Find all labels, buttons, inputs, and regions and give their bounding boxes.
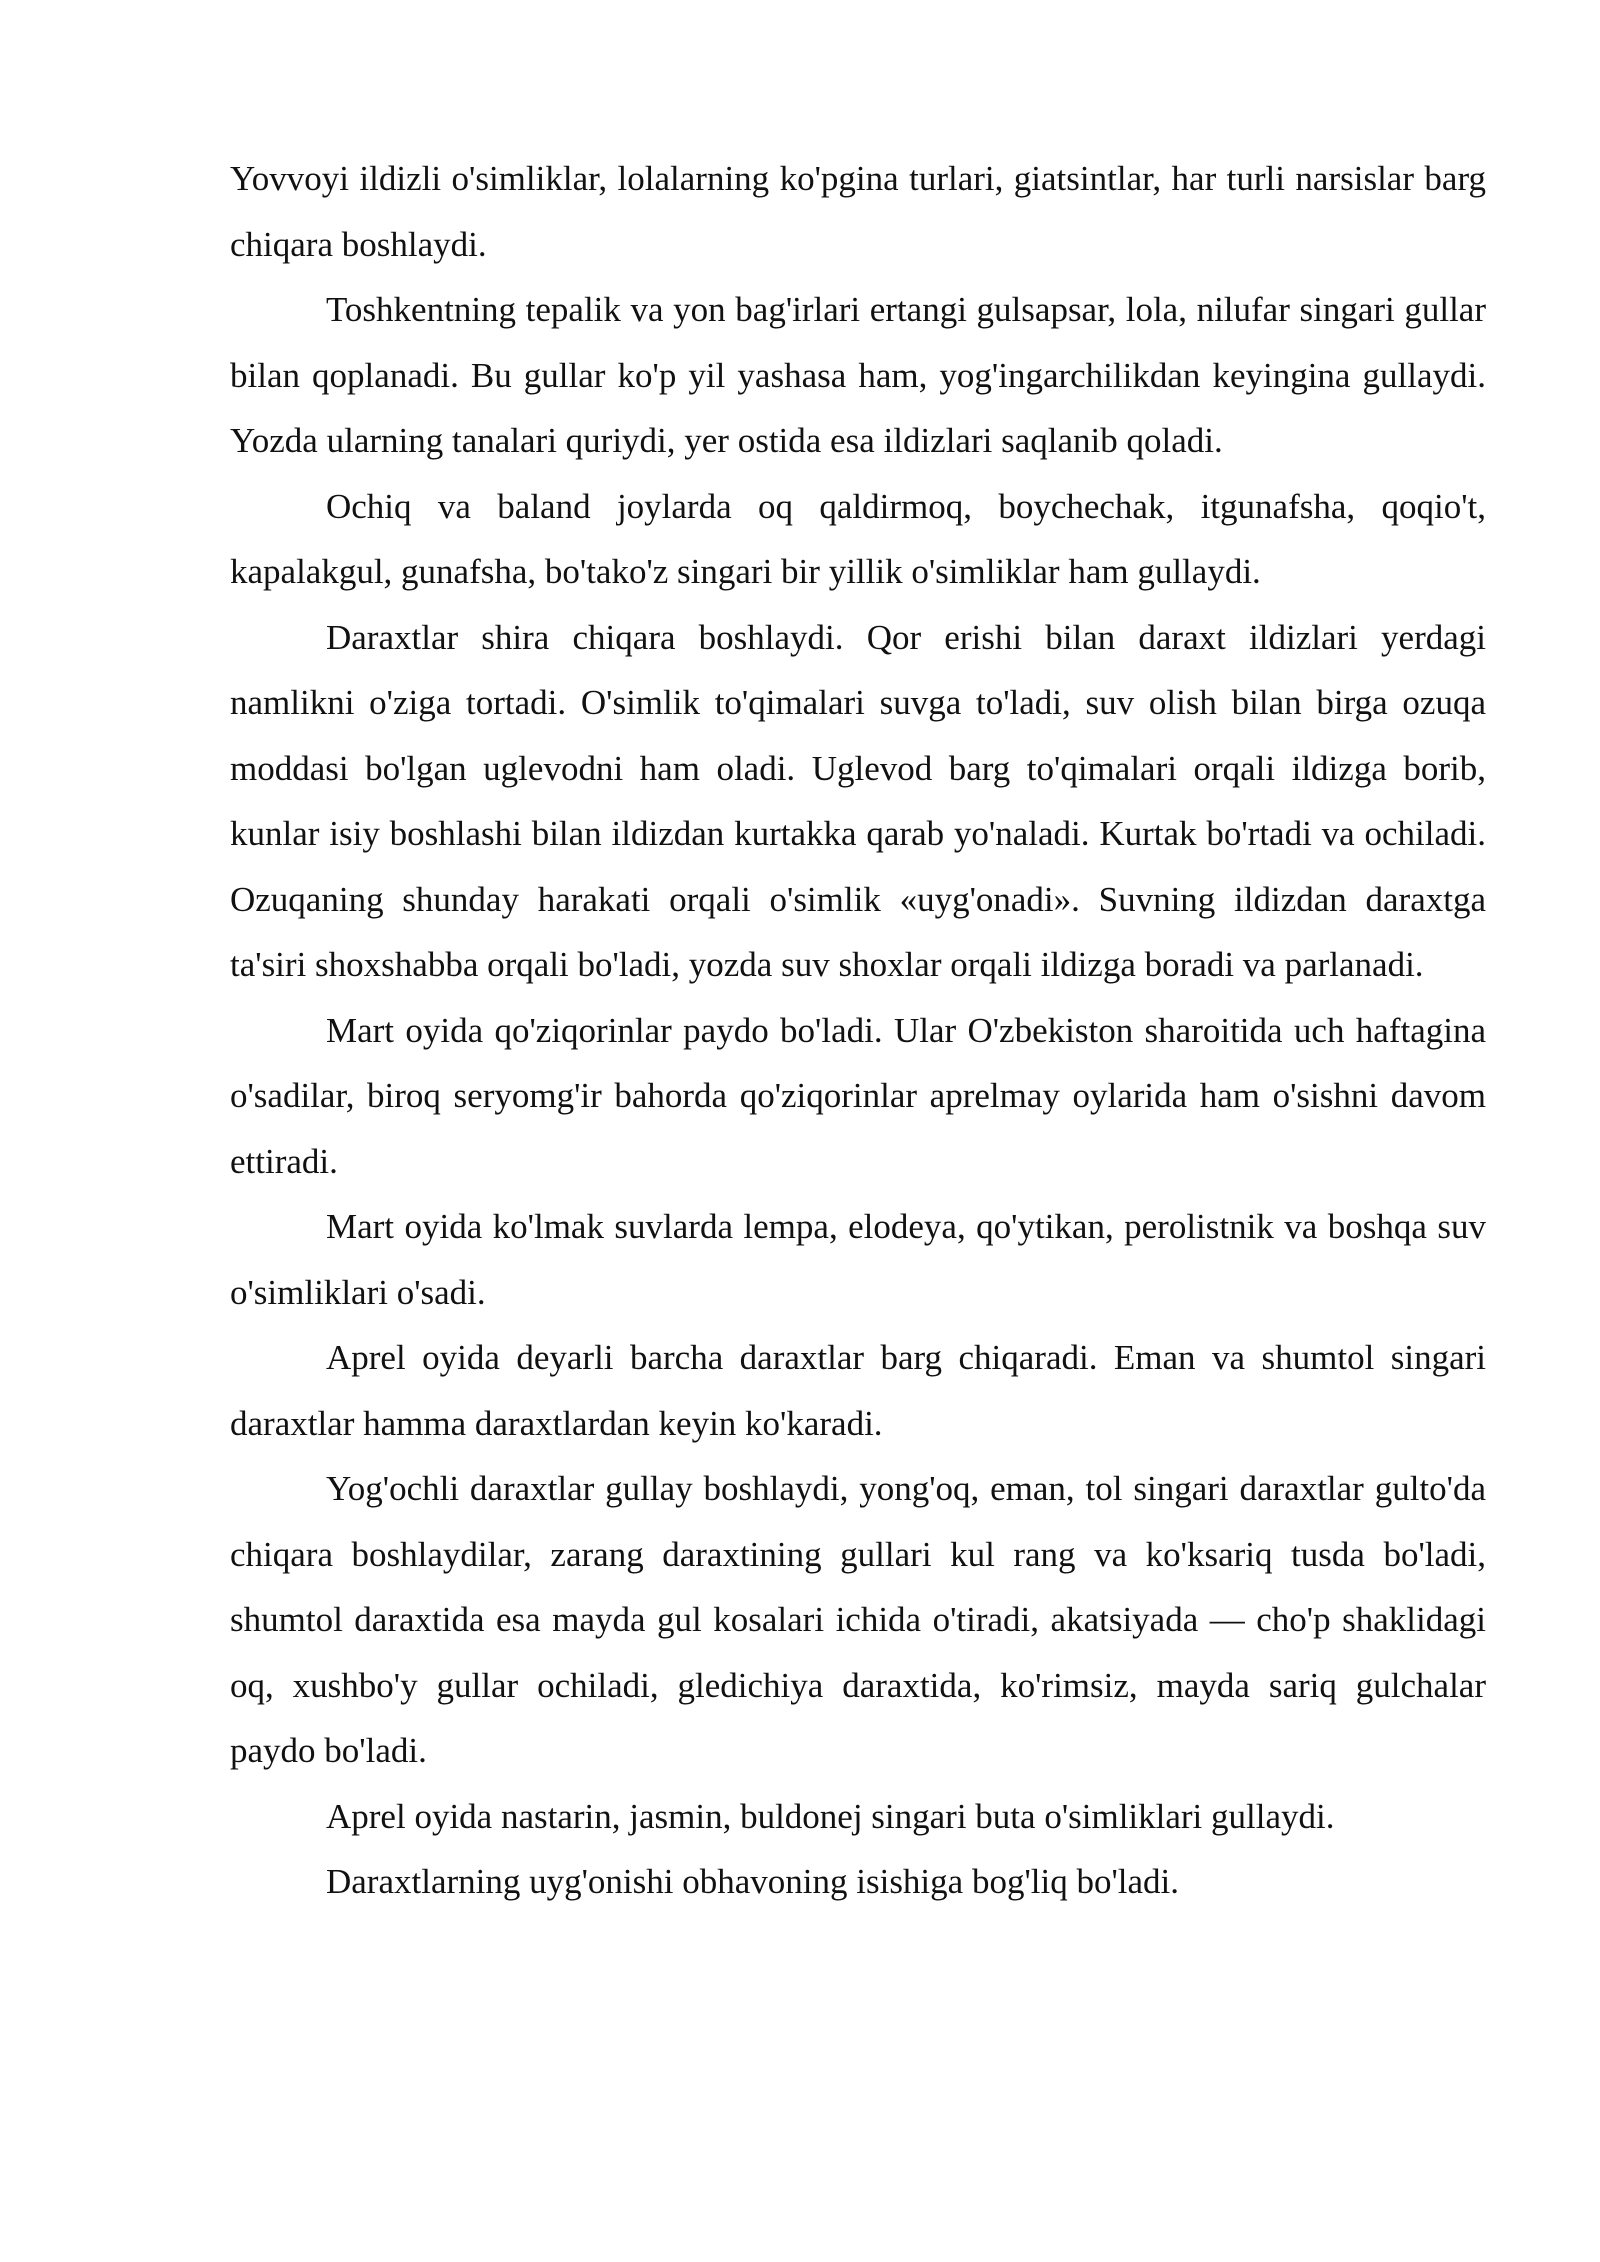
paragraph-mushrooms: Mart oyida qo'ziqorinlar paydo bo'ladi. Ular O'zbekiston sharoitida uch haftagina o'sadilar, biroq seryomg'ir bahorda qo'ziqorinlar aprelmay oylarida ham o'sishni davom ettiradi. (230, 1010, 1486, 1181)
paragraph-wild-bulb-plants: Yovvoyi ildizli o'simliklar, lolalarning ko'pgina turlari, giatsintlar, har turli narsislar barg chiqara boshlaydi. (230, 159, 1486, 264)
paragraph-shrubs: Aprel oyida nastarin, jasmin, buldonej singari buta o'simliklari gullaydi. (326, 1796, 1335, 1836)
document-page (230, 146, 1486, 1915)
paragraph-annual-plants: Ochiq va baland joylarda oq qaldirmoq, boychechak, itgunafsha, qoqio't, kapalakgul, gunafsha, bo'tako'z singari bir yillik o'simliklar ham gullaydi. (230, 486, 1486, 591)
paragraph-tree-flowering: Yog'ochli daraxtlar gullay boshlaydi, yong'oq, eman, tol singari daraxtlar gulto'da chiqara boshlaydilar, zarang daraxtining gullari kul rang va ko'ksariq tusda bo'ladi, shumtol daraxtida esa mayda gul kosalari ichida o'tiradi, akatsiyada — cho'p shaklidagi oq, xushbo'y gullar ochiladi, gledichiya daraxtida, ko'rimsiz, mayda sariq gulchalar paydo bo'ladi. (230, 1469, 1486, 1770)
paragraph-tashkent-hills: Toshkentning tepalik va yon bag'irlari ertangi gulsapsar, lola, nilufar singari gullar bilan qoplanadi. Bu gullar ko'p yil yashasa ham, yog'ingarchilikdan keyingina gullaydi. Yozda ularning tanalari quriydi, yer ostida esa ildizlari saqlanib qoladi. (230, 290, 1486, 460)
paragraph-april-leaves: Aprel oyida deyarli barcha daraxtlar barg chiqaradi. Eman va shumtol singari daraxtlar hamma daraxtlardan keyin ko'karadi. (230, 1338, 1486, 1443)
paragraph-water-plants: Mart oyida ko'lmak suvlarda lempa, elodeya, qo'ytikan, perolistnik va boshqa suv o'simliklari o'sadi. (230, 1207, 1486, 1312)
paragraph-tree-sap: Daraxtlar shira chiqara boshlaydi. Qor erishi bilan daraxt ildizlari yerdagi namlikni o'ziga tortadi. O'simlik to'qimalari suvga to'ladi, suv olish bilan birga ozuqa moddasi bo'lgan uglevodni ham oladi. Uglevod barg to'qimalari orqali ildizga borib, kunlar isiy boshlashi bilan ildizdan kurtakka qarab yo'naladi. Kurtak bo'rtadi va ochiladi. Ozuqaning shunday harakati orqali o'simlik «uyg'onadi». Suvning ildizdan daraxtga ta'siri shoxshabba orqali bo'ladi, yozda suv shoxlar orqali ildizga boradi va parlanadi. (230, 617, 1486, 984)
paragraph-tree-awakening: Daraxtlarning uyg'onishi obhavoning isishiga bog'liq bo'ladi. (326, 1862, 1179, 1901)
